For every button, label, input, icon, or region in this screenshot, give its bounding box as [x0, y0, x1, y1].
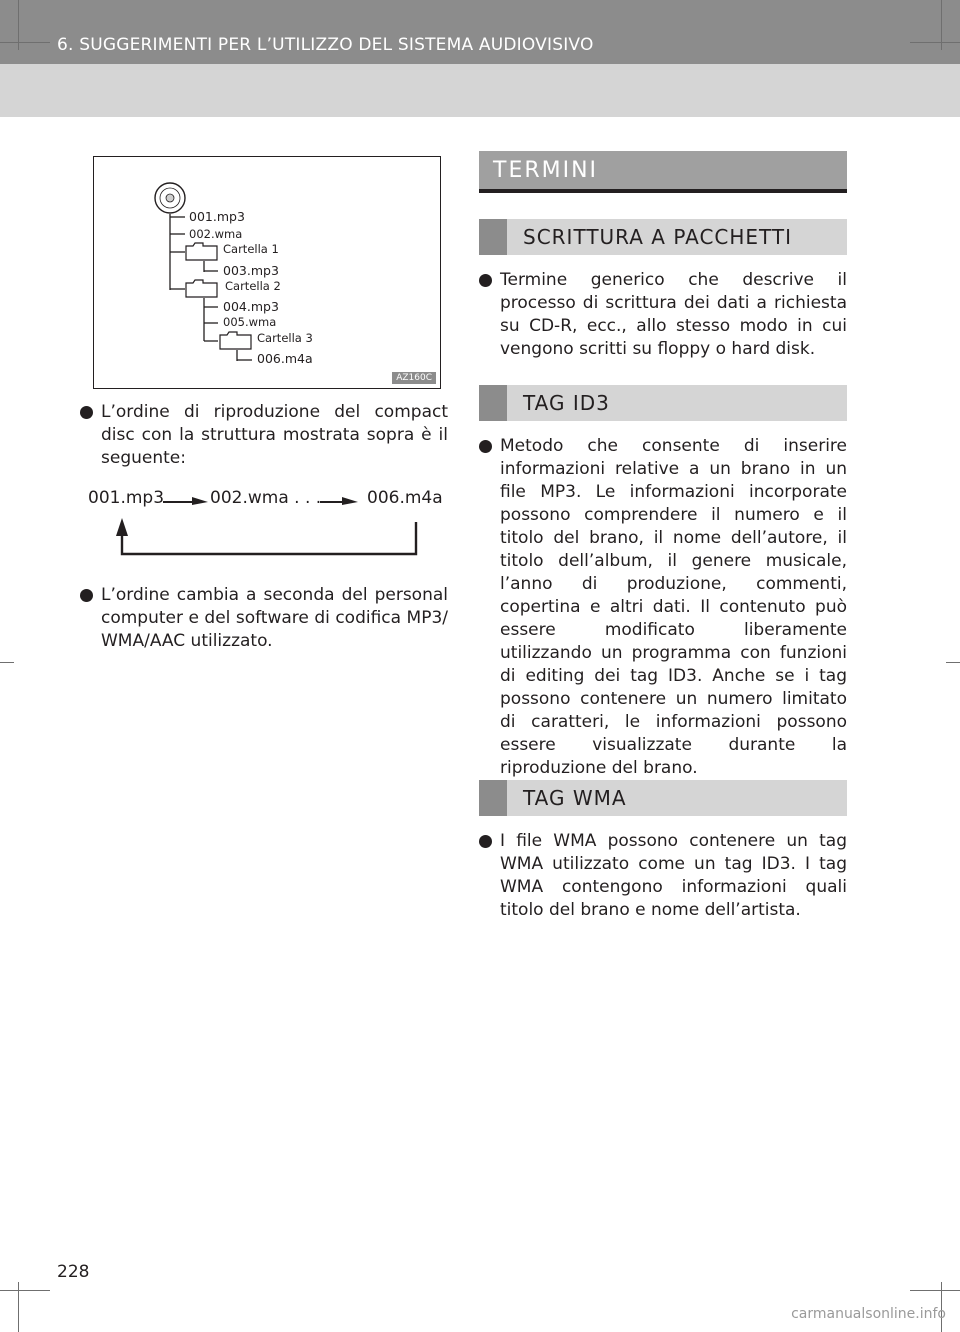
section-heading-id3-tag — [479, 385, 847, 421]
file-label: 006.m4a — [257, 351, 313, 366]
section-heading-text: TAG WMA — [523, 786, 627, 810]
flow-last: 006.m4a — [367, 488, 443, 508]
bullet-icon — [479, 440, 492, 453]
section-heading-text: TAG ID3 — [523, 391, 610, 415]
file-label: 001.mp3 — [189, 209, 245, 224]
playback-order-flow — [88, 488, 448, 568]
arrow-right-icon — [342, 497, 358, 505]
crop-mark — [910, 1290, 960, 1291]
arrow-right-icon — [192, 497, 208, 505]
crop-mark — [0, 662, 14, 663]
flow-first: 001.mp3 — [88, 488, 165, 508]
bullet-text: Metodo che consente di inserire informazioni relative a un brano in un file MP3. Le informazioni incorporate possono comprendere il numero e il titolo del brano, il nome dell’autore, il titolo dell’album, il genere musicale, l’anno di produzione, commenti, copertina e altri dati. Il contenuto può essere modificato liberamente utilizzando un programma con funzioni di editing dei tag ID3. Anche se i tag possono contenere un numero limitato di caratteri, le informazioni possono essere visualizzate durante la riproduzione del brano. — [500, 436, 847, 778]
heading-tab — [479, 385, 507, 421]
heading-tab — [479, 219, 507, 255]
disc-icon — [155, 183, 185, 213]
bullet-order-note — [80, 584, 448, 653]
bullet-wma-tag — [479, 830, 847, 922]
terms-title: TERMINI — [493, 158, 599, 183]
arrow-up-icon — [116, 518, 128, 536]
bullet-packet-writing — [479, 269, 847, 361]
bullet-icon — [479, 274, 492, 287]
section-title: 6. SUGGERIMENTI PER L’UTILIZZO DEL SISTEMA AUDIOVISIVO — [57, 35, 594, 55]
crop-mark — [0, 42, 50, 43]
bullet-icon — [80, 589, 93, 602]
crop-mark — [0, 1290, 50, 1291]
file-label: 003.mp3 — [223, 263, 279, 278]
file-label: 002.wma — [189, 227, 243, 241]
heading-tab — [479, 780, 507, 816]
crop-mark — [946, 662, 960, 663]
figure-code: AZ160C — [392, 372, 436, 384]
bullet-text: Termine generico che descrive il processo di scrittura dei dati a richiesta su CD-R, ecc., allo stesso modo in cui vengono scritti su floppy o hard disk. — [500, 270, 847, 359]
bullet-text: I file WMA possono contenere un tag WMA utilizzato come un tag ID3. I tag WMA contengono informazioni quali titolo del brano e nome dell’artista. — [500, 831, 847, 920]
folder-label: Cartella 1 — [223, 242, 279, 256]
bullet-id3-tag — [479, 435, 847, 780]
bullet-icon — [80, 406, 93, 419]
file-label: 004.mp3 — [223, 299, 279, 314]
crop-mark — [910, 42, 960, 43]
flow-arrows — [88, 488, 448, 568]
flow-middle: 002.wma . . . — [210, 488, 322, 508]
folder-label: Cartella 2 — [225, 279, 281, 293]
bullet-icon — [479, 835, 492, 848]
section-heading-text: SCRITTURA A PACCHETTI — [523, 225, 793, 249]
bullet-text: L’ordine cambia a seconda del personal computer e del software di codifica MP3/ WMA/AAC utilizzato. — [101, 585, 448, 651]
page-number: 228 — [57, 1262, 90, 1282]
section-heading-wma-tag — [479, 780, 847, 816]
watermark: carmanualsonline.info — [791, 1306, 946, 1322]
section-heading-packet-writing — [479, 219, 847, 255]
folder-icon — [186, 243, 217, 260]
folder-icon — [186, 280, 217, 297]
bullet-text: L’ordine di riproduzione del compact disc con la struttura mostrata sopra è il seguente: — [101, 402, 448, 468]
file-label: 005.wma — [223, 315, 277, 329]
folder-icon — [220, 332, 251, 349]
bullet-playback-order — [80, 401, 448, 470]
terms-heading — [479, 151, 847, 193]
folder-label: Cartella 3 — [257, 331, 313, 345]
folder-structure-figure — [93, 156, 441, 389]
